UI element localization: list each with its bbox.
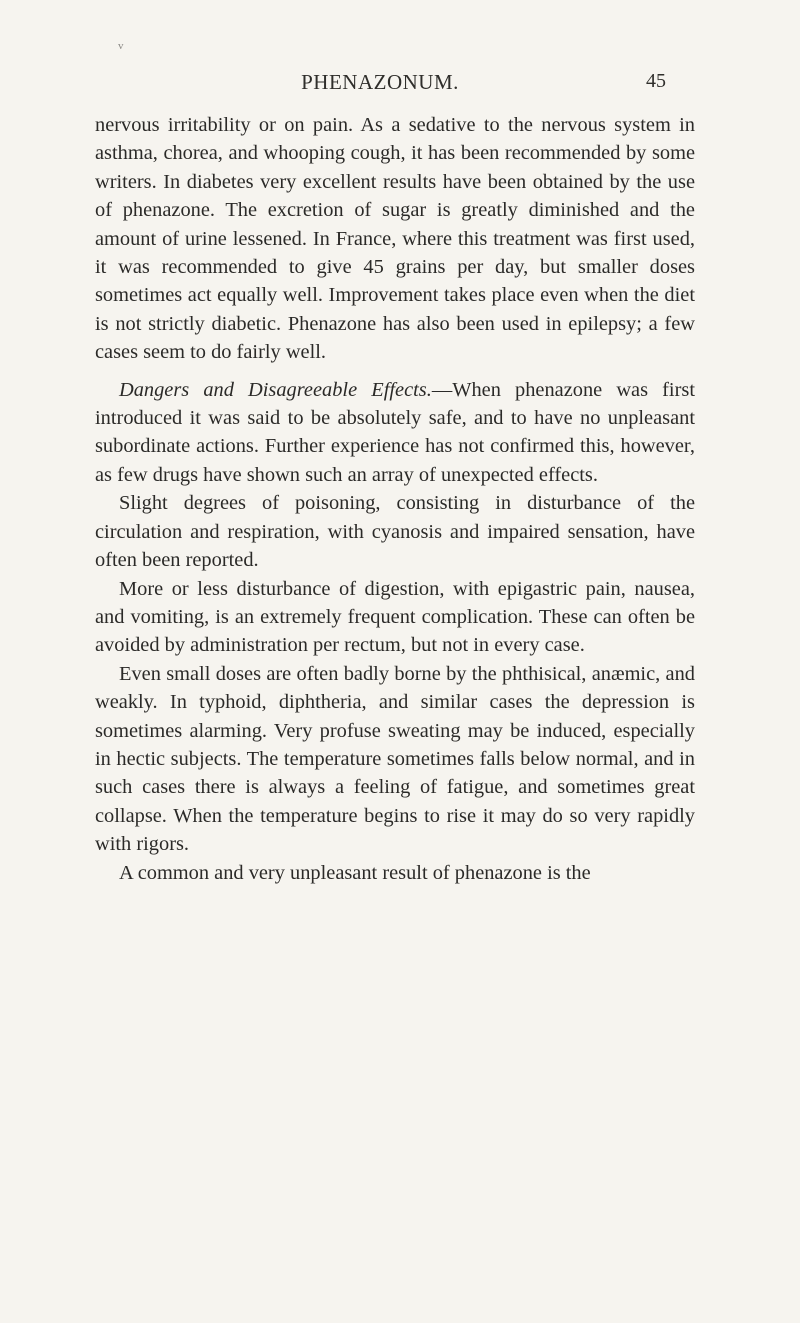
paragraph-text: Even small doses are often badly borne by the phthisical, anæmic, and weakly. In typhoid, diphtheria, and similar cases the depression is sometimes alarming. Very profuse sweating may be induced, especially in hectic subjects. The temperature sometimes falls below normal, and in such cases there is always a feeling of fatigue, and sometimes great collapse. When the temperature begins to rise it may do so very rapidly with rigors. [95, 662, 695, 856]
corner-mark: v [118, 40, 124, 52]
paragraph-text: A common and very unpleasant result of phenazone is the [119, 861, 591, 884]
paragraph-text: —When phenazone was first introduced it was said to be absolutely safe, and to have no unpleasant subordinate actions. Further experience has not confirmed this, however, as few drugs have shown such an array of unexpected effects. [95, 378, 695, 486]
paragraph [95, 660, 695, 859]
paragraph [95, 575, 695, 660]
paragraph-text: Slight degrees of poisoning, consisting in disturbance of the circulation and respiration, with cyanosis and impaired sensation, have often been reported. [95, 492, 695, 572]
paragraph-text: nervous irritability or on pain. As a sedative to the nervous system in asthma, chorea, and whooping cough, it has been recommended by some writers. In diabetes very excellent results have been obtained by the use of phenazone. The excretion of sugar is greatly diminished and the amount of urine lessened. In France, where this treatment was first used, it was recommended to give 45 grains per day, but smaller doses sometimes act equally well. Improvement takes place even when the diet is not strictly diabetic. Phenazone has also been used in epilepsy; a few cases seem to do fairly well. [95, 114, 695, 364]
running-head: PHENAZONUM. [301, 70, 459, 94]
body-text [95, 111, 695, 887]
page-header [95, 70, 665, 102]
paragraph [95, 859, 695, 887]
paragraph [95, 489, 695, 574]
paragraph [95, 376, 695, 490]
paragraph-text: More or less disturbance of digestion, with epigastric pain, nausea, and vomiting, is an extremely frequent complication. These can often be avoided by administration per rectum, but not in every case. [95, 577, 695, 657]
section-heading: Dangers and Disagreeable Effects. [119, 378, 432, 401]
paragraph [95, 111, 695, 367]
page-number: 45 [646, 70, 666, 92]
